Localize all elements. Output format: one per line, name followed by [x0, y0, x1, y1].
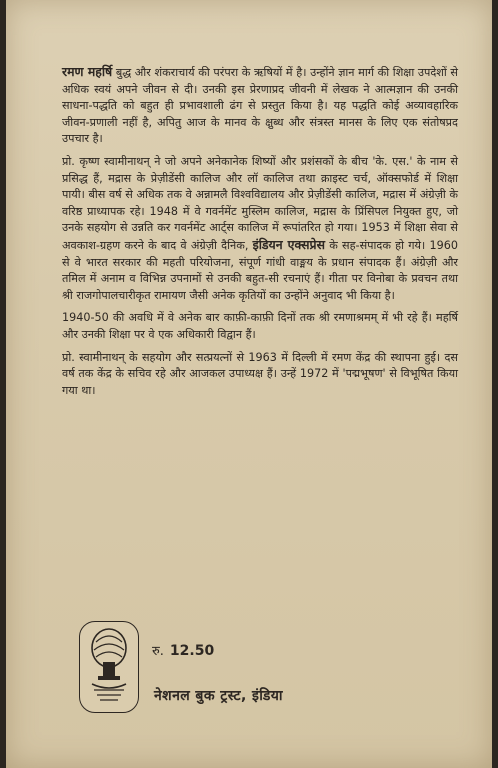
paragraph-author-bio-cont: के सह-संपादक हो गये। 1960 से वे भारत सरकार की महती परियोजना, संपूर्ण गांधी वाङ्मय के प्रधान संपादक हैं। अंग्रेज़ी और तमिल में अनाम व विभिन्न उपनामों से उनकी बहुत-सी रचनाएं हैं। गीता पर विनोबा के प्रवचन तथा श्री राजगोपालचारीकृत रामायण जैसी अनेक कृतियों का उन्होंने अनुवाद भी किया है।	[62, 238, 458, 302]
paragraph-ashram	[62, 310, 458, 343]
nbt-emblem-icon	[79, 621, 139, 713]
paragraph-author-bio	[62, 154, 458, 304]
cover-text-block	[62, 64, 458, 405]
back-cover-page	[6, 0, 492, 768]
paragraph-ashram-text: 1940-50 की अवधि में वे अनेक बार काफ़ी-काफ़ी दिनों तक श्री रमणाश्रमम् में भी रहे हैं। महर्षि और उनकी शिक्षा पर वे एक अधिकारी विद्वान हैं।	[62, 311, 458, 341]
price	[152, 641, 214, 659]
paragraph-ramana-kendra-text: प्रो. स्वामीनाथन् के सहयोग और सत्प्रयत्नों से 1963 में दिल्ली में रमण केंद्र की स्थापना हुई। दस वर्ष तक केंद्र के सचिव रहे और आजकल उपाध्यक्ष हैं। उन्हें 1972 में 'पद्मभूषण' से विभूषित किया गया था।	[62, 350, 458, 397]
paragraph-author-bio-text: प्रो. कृष्ण स्वामीनाथन् ने जो अपने अनेकानेक शिष्यों और प्रशंसकों के बीच 'के. एस.' के नाम से प्रसिद्ध हैं, मद्रास के प्रेज़ीडेंसी कालिज और लॉ कालिज तथा क्राइस्ट चर्च, ऑक्सफोर्ड में शिक्षा पायी। बीस वर्ष से अधिक तक वे अन्नामलै विश्वविद्यालय और प्रेज़ीडेंसी कालिज, मद्रास में अंग्रेज़ी के वरिष्ठ प्राध्यापक रहे। 1948 में वे गवर्नमेंट मुस्लिम कालिज, मद्रास के प्रिंसिपल नियुक्त हुए, जो उनके सहयोग से उन्नति कर गवर्नमेंट आर्ट्स कालिज में रूपांतरित हो गया। 1953 में शिक्षा सेवा से अवकाश-ग्रहण करने के बाद वे अंग्रेज़ी दैनिक,	[62, 154, 458, 252]
price-value: 12.50	[169, 643, 215, 659]
paragraph-intro	[62, 64, 458, 148]
emblem-graphic	[84, 626, 134, 708]
newspaper-name: इंडियन एक्सप्रेस	[252, 236, 325, 252]
price-label: रु.	[152, 644, 164, 659]
publisher-name: नेशनल बुक ट्रस्ट, इंडिया	[154, 688, 283, 704]
subject-name: रमण महर्षि	[62, 64, 113, 79]
paragraph-ramana-kendra	[62, 350, 458, 400]
paragraph-intro-text: बुद्ध और शंकराचार्य की परंपरा के ऋषियों में है। उन्होंने ज्ञान मार्ग की शिक्षा उपदेशों से अधिक स्वयं अपने जीवन से दी। उनकी इस प्रेरणाप्रद जीवनी में लेखक ने आत्मज्ञान की उनकी साधना-पद्धति को बहुत ही प्रभावशाली ढंग से प्रस्तुत किया है। यह पद्धति कोई अव्यावहारिक जीवन-प्रणाली नहीं है, अपितु आज के मानव के क्षुब्ध और संत्रस्त मानस के लिए एक संतोषप्रद उपचार है।	[62, 66, 458, 146]
